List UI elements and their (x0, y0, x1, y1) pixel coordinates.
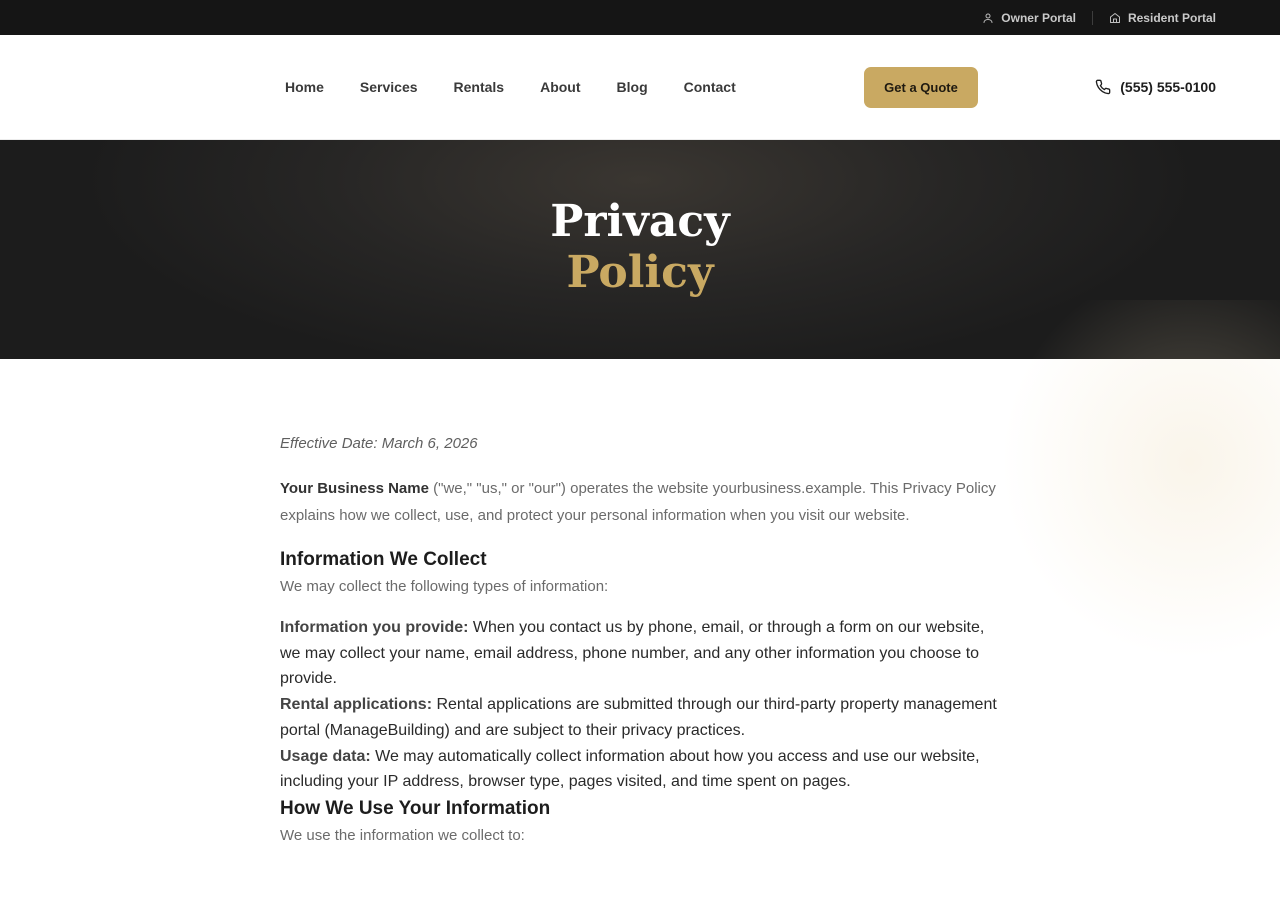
top-utility-bar (0, 0, 1280, 35)
section-heading-how-we-use: How We Use Your Information (280, 797, 551, 819)
list-item-text: We may automatically collect information about how you access and use our website, including your IP address, browser type, pages visited, and time spent on pages. (280, 747, 980, 791)
section-heading-information-we-collect: Information We Collect (280, 549, 487, 570)
business-name: Your Business Name (280, 480, 429, 497)
list-item (280, 692, 1000, 743)
phone-link[interactable] (1095, 35, 1216, 139)
decorative-glow (1000, 300, 1280, 660)
section-intro: We use the information we collect to: (280, 826, 525, 844)
nav-item-home[interactable]: Home (285, 79, 324, 95)
nav-item-about[interactable]: About (540, 79, 581, 95)
list-item (280, 744, 1000, 795)
policy-content (280, 432, 1000, 848)
list-item (280, 615, 1000, 692)
page-title-line1: Privacy (550, 196, 730, 247)
portal-divider (1092, 11, 1093, 25)
owner-portal-label: Owner Portal (1001, 10, 1076, 25)
main-nav (285, 35, 772, 139)
home-icon (1109, 12, 1121, 24)
phone-icon (1095, 79, 1111, 95)
get-a-quote-button[interactable]: Get a Quote (864, 67, 978, 108)
portal-links (982, 0, 1216, 35)
phone-number: (555) 555-0100 (1120, 79, 1216, 95)
list-item-title: Usage data: (280, 747, 371, 765)
nav-item-contact[interactable]: Contact (683, 79, 736, 95)
owner-portal-link[interactable] (982, 11, 1076, 25)
intro-paragraph (280, 475, 1000, 529)
list-item-title: Information you provide: (280, 619, 469, 636)
resident-portal-label: Resident Portal (1127, 10, 1216, 25)
effective-date: Effective Date: March 6, 2026 (280, 435, 478, 452)
site-header (0, 35, 1280, 140)
resident-portal-link[interactable] (1109, 11, 1216, 25)
nav-item-rentals[interactable]: Rentals (453, 79, 505, 95)
intro-text: ("we," "us," or "our") operates the website yourbusiness.example. This Privacy Policy explains how we collect, use, and protect your personal information when you visit our website. (280, 480, 996, 524)
page-title (0, 196, 1280, 298)
nav-item-services[interactable]: Services (359, 79, 418, 95)
list-item-text: Rental applications are submitted through our third-party property management portal (ManageBuilding) and are subject to their privacy practices. (280, 696, 997, 739)
nav-item-blog[interactable]: Blog (616, 79, 648, 95)
list-item-title: Rental applications: (280, 696, 433, 714)
list-item-text: When you contact us by phone, email, or through a form on our website, we may collect your name, email address, phone number, and any other information you choose to provide. (280, 619, 985, 688)
collected-info-list (280, 615, 1000, 795)
page-title-line2: Policy (566, 247, 714, 298)
section-intro: We may collect the following types of information: (280, 578, 609, 595)
user-icon (982, 12, 994, 24)
